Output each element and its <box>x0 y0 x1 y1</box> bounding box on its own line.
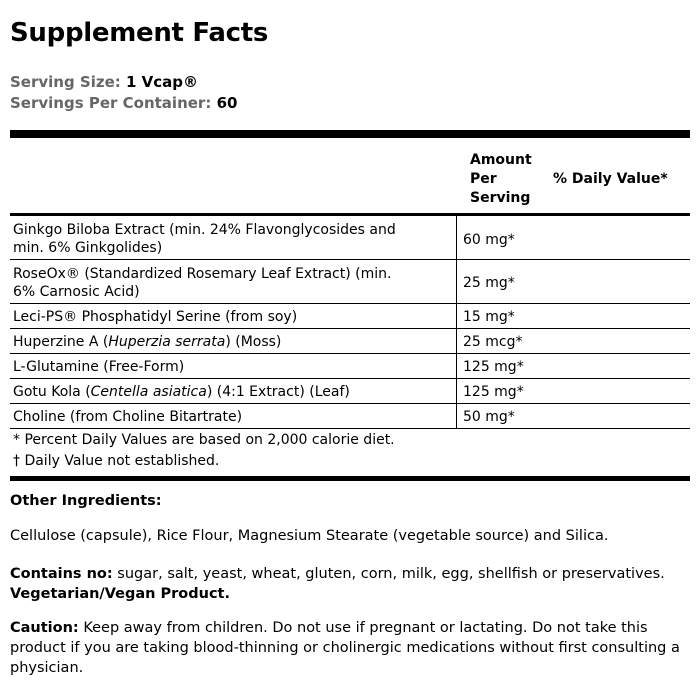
top-thick-rule <box>10 130 690 138</box>
servings-per-container <box>10 94 237 112</box>
vegetarian-label: Vegetarian/Vegan Product. <box>10 586 230 602</box>
table-row <box>10 216 690 260</box>
other-ingredients-heading: Other Ingredients: <box>10 493 162 509</box>
ingredient-name-line2: 6% Carnosic Acid) <box>13 284 140 300</box>
ingredient-amount: 25 mcg* <box>463 334 523 350</box>
footnote-daily-values: * Percent Daily Values are based on 2,000 calorie diet. <box>13 432 395 448</box>
ingredient-name-text: Gotu Kola ( <box>13 384 91 400</box>
serving-size <box>10 73 198 91</box>
amount-header-line1: Amount <box>470 152 532 168</box>
amount-header-line3: Serving <box>470 190 531 206</box>
caution-statement <box>10 618 690 678</box>
ingredient-name-text: Huperzine A ( <box>13 334 109 350</box>
ingredient-name <box>13 358 453 376</box>
serving-size-label: Serving Size: <box>10 73 121 91</box>
bottom-thick-rule <box>10 476 690 481</box>
table-row <box>10 329 690 354</box>
ingredient-amount: 125 mg* <box>463 384 524 400</box>
ingredient-name <box>13 383 453 401</box>
ingredient-name-text: L-Glutamine (Free-Form) <box>13 359 185 375</box>
other-ingredients-text: Cellulose (capsule), Rice Flour, Magnesium Stearate (vegetable source) and Silica. <box>10 528 609 544</box>
daily-value-header: % Daily Value* <box>553 171 668 187</box>
ingredient-name-line1: Ginkgo Biloba Extract (min. 24% Flavonglycosides and <box>13 222 396 238</box>
ingredient-amount: 15 mg* <box>463 309 515 325</box>
ingredient-name-suffix: ) (4:1 Extract) (Leaf) <box>206 384 350 400</box>
ingredient-amount: 50 mg* <box>463 409 515 425</box>
ingredient-name-text: Choline (from Choline Bitartrate) <box>13 409 243 425</box>
caution-text: Keep away from children. Do not use if pregnant or lactating. Do not take this product if you are taking blood-thinning or cholinergic medications without first consulting a physician. <box>10 620 680 676</box>
table-row <box>10 354 690 379</box>
ingredient-amount: 125 mg* <box>463 359 524 375</box>
ingredient-amount: 60 mg* <box>463 232 515 248</box>
ingredient-name-suffix: ) (Moss) <box>225 334 282 350</box>
servings-per-container-label: Servings Per Container: <box>10 94 212 112</box>
ingredient-name-text: Leci-PS® Phosphatidyl Serine (from soy) <box>13 309 298 325</box>
table-row <box>10 379 690 404</box>
ingredient-latin-name: Huperzia serrata <box>108 334 226 350</box>
table-row <box>10 304 690 329</box>
servings-per-container-value: 60 <box>216 94 238 112</box>
amount-header-line2: Per <box>470 171 497 187</box>
ingredient-name-line1: RoseOx® (Standardized Rosemary Leaf Extract) (min. <box>13 266 392 282</box>
ingredient-name-line2: min. 6% Ginkgolides) <box>13 240 163 256</box>
serving-size-value: 1 Vcap® <box>126 73 199 91</box>
ingredient-name <box>13 265 453 301</box>
contains-no-statement <box>10 564 690 604</box>
ingredient-name <box>13 333 453 351</box>
table-row <box>10 260 690 304</box>
ingredient-name <box>13 408 453 426</box>
ingredient-amount: 25 mg* <box>463 275 515 291</box>
caution-label: Caution: <box>10 620 79 636</box>
ingredient-name <box>13 221 453 257</box>
ingredient-latin-name: Centella asiatica <box>90 384 207 400</box>
ingredient-name <box>13 308 453 326</box>
supplement-facts-title: Supplement Facts <box>10 18 269 48</box>
amount-per-serving-header <box>470 151 532 208</box>
contains-no-label: Contains no: <box>10 566 113 582</box>
table-row <box>10 404 690 429</box>
footnote-not-established: † Daily Value not established. <box>13 453 220 469</box>
contains-no-text: sugar, salt, yeast, wheat, gluten, corn, milk, egg, shellfish or preservatives. <box>112 566 665 582</box>
